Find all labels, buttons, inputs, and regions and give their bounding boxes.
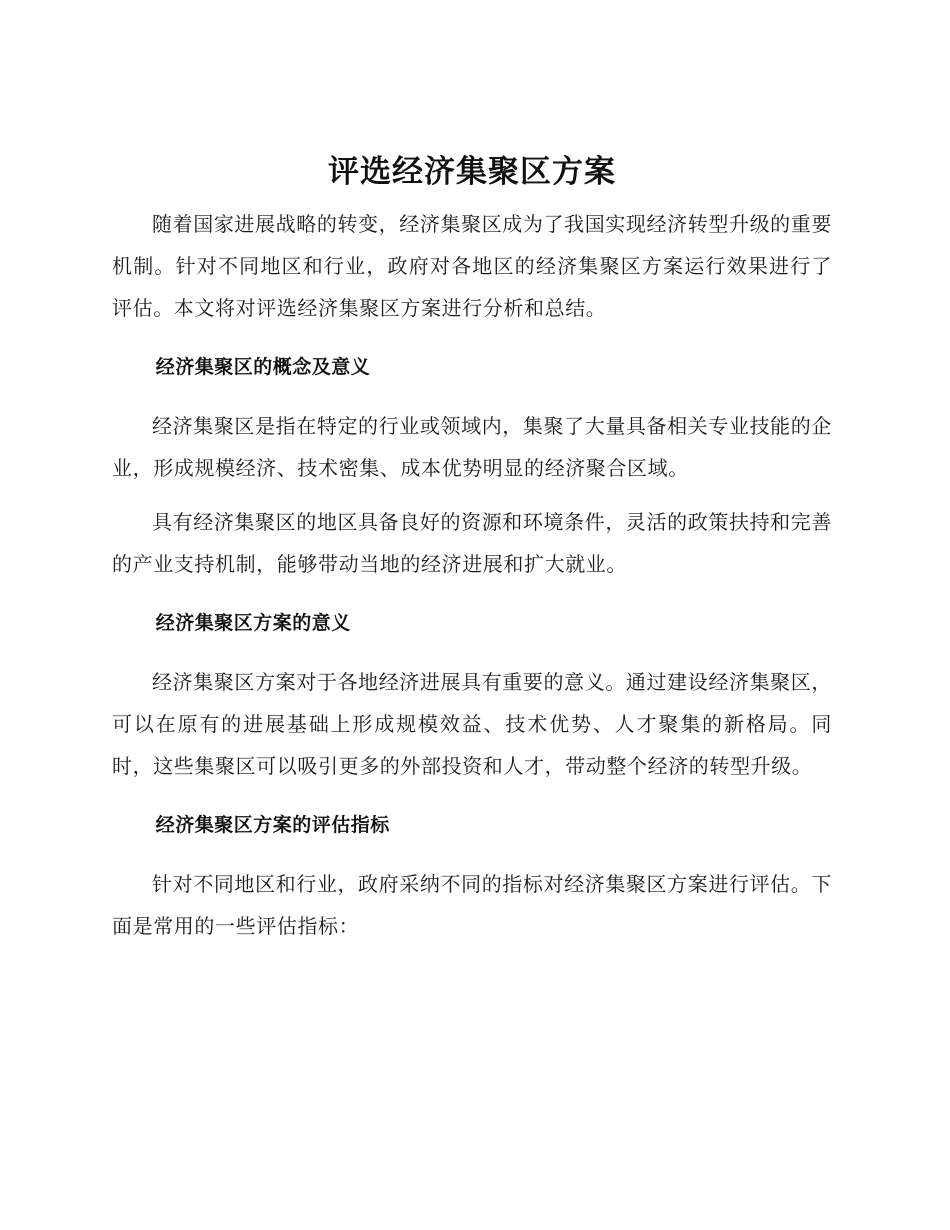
concept-paragraph-2: 具有经济集聚区的地区具备良好的资源和环境条件，灵活的政策扶持和完善的产业支持机制，能够带动当地的经济进展和扩大就业。 [112, 510, 832, 576]
section-heading-indicators: 经济集聚区方案的评估指标 [155, 814, 390, 836]
significance-paragraph: 经济集聚区方案对于各地经济进展具有重要的意义。通过建设经济集聚区，可以在原有的进展基础上形成规模效益、技术优势、人才聚集的新格局。同时，这些集聚区可以吸引更多的外部投资和人才，带动整个经济的转型升级。 [112, 670, 832, 778]
indicators-paragraph: 针对不同地区和行业，政府采纳不同的指标对经济集聚区方案进行评估。下面是常用的一些评估指标： [112, 872, 832, 938]
intro-paragraph: 随着国家进展战略的转变，经济集聚区成为了我国实现经济转型升级的重要机制。针对不同地区和行业，政府对各地区的经济集聚区方案运行效果进行了评估。本文将对评选经济集聚区方案进行分析和总结。 [112, 212, 832, 320]
section-heading-concept: 经济集聚区的概念及意义 [155, 356, 371, 378]
document-title: 评选经济集聚区方案 [328, 154, 616, 190]
section-heading-significance: 经济集聚区方案的意义 [155, 612, 351, 634]
concept-paragraph-1: 经济集聚区是指在特定的行业或领域内，集聚了大量具备相关专业技能的企业，形成规模经济、技术密集、成本优势明显的经济聚合区域。 [112, 414, 832, 480]
document-page [112, 150, 832, 947]
